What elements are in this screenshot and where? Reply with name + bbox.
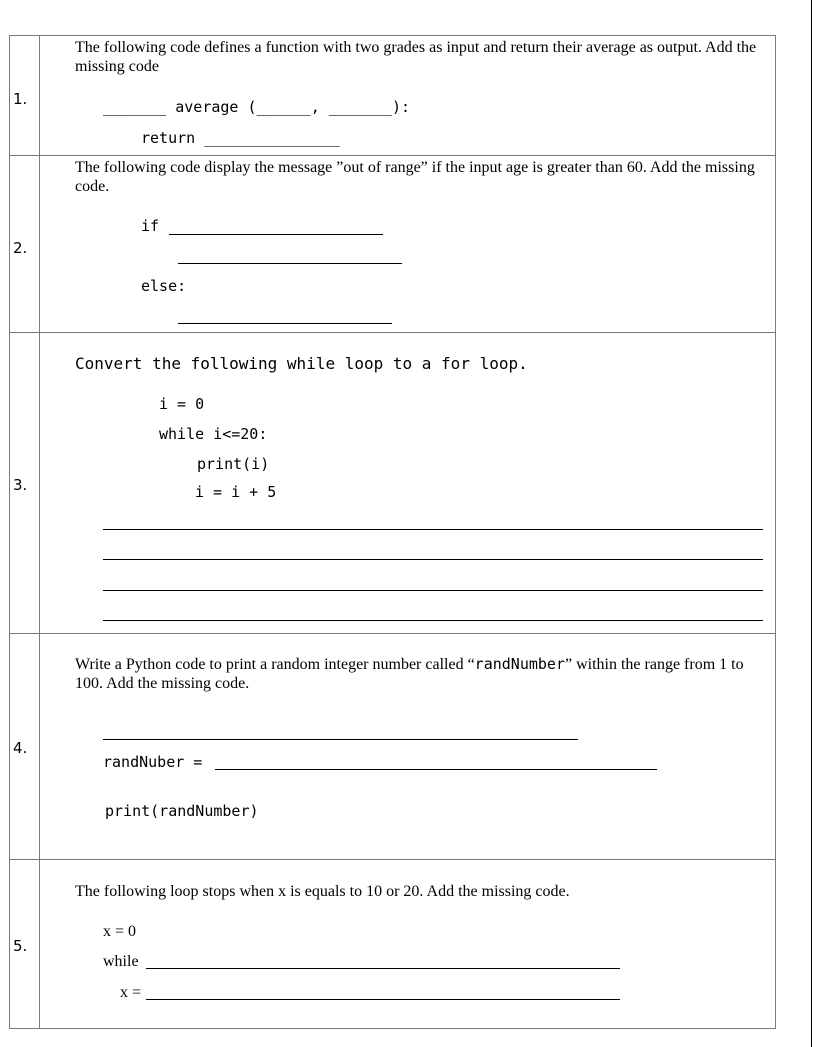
question-number-cell — [10, 156, 40, 332]
answer-blank[interactable] — [169, 234, 383, 235]
question-content — [40, 36, 775, 155]
code-line-2: print(randNumber) — [105, 802, 259, 820]
question-number-cell — [10, 333, 40, 633]
question-number-cell — [10, 36, 40, 155]
question-number-cell — [10, 634, 40, 859]
code-line-3: x = — [120, 984, 142, 1001]
question-number: 5. — [13, 937, 28, 955]
answer-line[interactable] — [103, 620, 763, 621]
answer-blank[interactable] — [146, 968, 620, 969]
question-number: 2. — [13, 239, 28, 257]
code-line-2: return _______________ — [141, 129, 340, 147]
question-content — [40, 156, 775, 332]
question-prompt: The following loop stops when x is equals to 10 or 20. Add the missing code. — [75, 883, 570, 900]
question-prompt: The following code display the message ”out of range” if the input age is greater than 60. Add the missing code. — [75, 159, 755, 195]
question-row-5 — [10, 860, 775, 1028]
answer-line[interactable] — [103, 559, 763, 560]
answer-blank[interactable] — [215, 769, 657, 770]
prompt-code: randNumber — [474, 655, 565, 673]
code-line-2: while i<=20: — [159, 425, 268, 443]
question-row-3 — [10, 333, 775, 634]
question-prompt — [75, 655, 775, 693]
page-edge — [811, 0, 812, 1047]
question-number: 3. — [13, 476, 28, 494]
question-number-cell — [10, 860, 40, 1028]
code-line-2: while — [103, 953, 139, 970]
question-content — [40, 860, 775, 1028]
question-row-2 — [10, 156, 775, 333]
code-line-if: if — [141, 217, 160, 235]
answer-blank[interactable] — [178, 263, 402, 264]
answer-blank[interactable] — [178, 323, 392, 324]
question-content — [40, 333, 775, 633]
prompt-text-after: ” within the range from 1 to 100. Add the missing code. — [75, 656, 744, 692]
question-row-4 — [10, 634, 775, 860]
question-number: 1. — [13, 90, 28, 108]
code-line-1: randNuber = — [103, 753, 203, 771]
answer-line[interactable] — [103, 590, 763, 591]
question-prompt: Convert the following while loop to a for loop. — [75, 354, 528, 373]
code-line-1: x = 0 — [103, 923, 137, 940]
code-line-1: i = 0 — [159, 395, 205, 413]
code-line-3: print(i) — [197, 455, 270, 473]
prompt-text-before: Write a Python code to print a random integer number called “ — [75, 656, 475, 673]
code-line-1: _______ average (______, _______): — [103, 98, 411, 116]
worksheet-table — [9, 35, 776, 1029]
question-prompt: The following code defines a function with two grades as input and return their average as output. Add the missing code — [75, 39, 757, 75]
answer-blank[interactable] — [146, 999, 620, 1000]
answer-line[interactable] — [103, 529, 763, 530]
question-number: 4. — [13, 739, 28, 757]
question-row-1 — [10, 36, 775, 156]
code-line-4: i = i + 5 — [195, 483, 277, 501]
code-line-else: else: — [141, 277, 187, 295]
answer-line[interactable] — [103, 739, 578, 740]
question-content — [40, 634, 775, 859]
